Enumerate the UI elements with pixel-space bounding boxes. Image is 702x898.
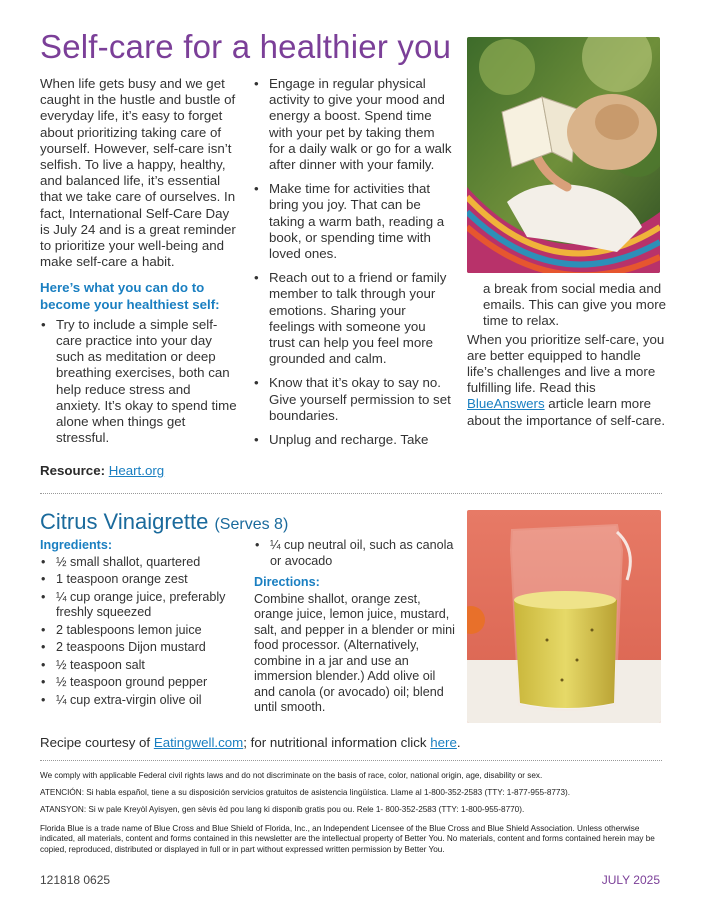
woman-reading-hammock-photo [467, 37, 660, 273]
ingredients-column [40, 538, 250, 710]
tip-item: • Make time for activities that bring you joy. That can be taking a warm bath, reading a book, or spending time with loved ones. [253, 181, 453, 262]
tip-item: • Engage in regular physical activity to give your mood and energy a boost. Spend time with your pet by taking them for a daily walk or go for a walk after dinner with your family. [253, 76, 453, 173]
directions-column [254, 538, 459, 716]
recipe-name: Citrus Vinaigrette [40, 509, 209, 534]
issue-date: JULY 2025 [601, 873, 660, 887]
directions-heading: Directions: [254, 575, 320, 589]
recipe-title [40, 509, 288, 535]
recipe-courtesy [40, 735, 461, 750]
tips-list-part2 [253, 76, 453, 448]
ingredient-item: • ½ teaspoon ground pepper [40, 675, 250, 691]
resource-line [40, 463, 164, 478]
tips-list-part1 [40, 317, 238, 447]
footer-divider [40, 760, 662, 761]
civil-rights-notice: We comply with applicable Federal civil rights laws and do not discriminate on the basis of race, color, national origin, age, disability or sex. [40, 771, 543, 780]
eatingwell-link[interactable]: Eatingwell.com [153, 735, 244, 750]
right-column [467, 281, 667, 429]
ingredient-item: • 2 teaspoons Dijon mustard [40, 640, 250, 656]
ingredients-list [40, 555, 250, 709]
resource-label: Resource: [40, 463, 106, 478]
ingredient-item: • ¼ cup extra-virgin olive oil [40, 693, 250, 709]
ingredient-item: • ½ teaspoon salt [40, 658, 250, 674]
legal-notice: Florida Blue is a trade name of Blue Cross and Blue Shield of Florida, Inc., an Independent Licensee of the Blue Cross and Blue Shield Association. Unless otherwise indicated, all materials, content and forms contained in this newsletter are the intellectual property of Better You. No materials, content and forms contained herein may be copied, reproduced, distributed or displayed in full or in part without expressed written permission by Better You. [40, 824, 655, 854]
ingredient-item: • ¼ cup neutral oil, such as canola or avocado [254, 538, 459, 569]
intro-paragraph: When life gets busy and we get caught in the hustle and bustle of everyday life, it’s easy to forget about prioritizing taking care of yourself. However, self-care isn’t selfish. To live a happy, healthy, and balanced life, it’s essential that we take care of ourselves. In fact, International Self-Care Day is July 24 and is a great reminder to prioritize your well-being and make self-care a habit. [40, 76, 236, 270]
courtesy-text-mid: ; for nutritional information click [243, 735, 431, 750]
closing-paragraph [467, 332, 667, 429]
courtesy-text: Recipe courtesy of [40, 735, 154, 750]
heart-org-link[interactable]: Heart.org [108, 463, 165, 478]
ingredient-item: • ½ small shallot, quartered [40, 555, 250, 571]
tip-item: • Try to include a simple self-care practice into your day such as meditation or deep breathing exercises, both can help reduce stress and anxiety. It’s okay to spend time alone when things get stressful. [40, 317, 238, 447]
tips-subhead: Here’s what you can do to become your healthiest self: [40, 280, 220, 312]
blueanswers-link[interactable]: BlueAnswers [467, 396, 545, 412]
tip-continuation: a break from social media and emails. This can give you more time to relax. [483, 281, 667, 329]
intro-column [40, 76, 238, 454]
recipe-serves: (Serves 8) [214, 516, 289, 533]
tips-column [253, 76, 453, 456]
courtesy-text-end: . [456, 735, 461, 750]
tip-item: • Reach out to a friend or family member to talk through your emotions. Sharing your feelings with someone you trust can help you feel more grounded and calm. [253, 270, 453, 367]
tip-item: • Know that it’s okay to say no. Give yourself permission to set boundaries. [253, 375, 453, 424]
spanish-notice: ATENCIÓN: Si habla español, tiene a su disposición servicios gratuitos de asistencia lingüística. Llame al 1-800-352-2583 (TTY: 1-877-955-8773). [40, 788, 571, 797]
ingredients-heading: Ingredients: [40, 538, 113, 552]
ingredient-item: • 2 tablespoons lemon juice [40, 623, 250, 639]
ingredients-list-cont [254, 538, 459, 569]
directions-text: Combine shallot, orange zest, orange juice, lemon juice, mustard, salt, and pepper in a blender or mini food processor. (Alternatively, combine in a jar and use an immersion blender.) Add olive oil and canola (or avocado) oil; blend until smooth. [254, 591, 455, 714]
closing-text-end: article learn more about the importance of self-care. [467, 396, 666, 428]
section-divider [40, 493, 662, 494]
closing-text: When you prioritize self-care, you are better equipped to handle life’s challenges and live a more fulfilling life. Read this [467, 331, 665, 396]
document-code: 121818 0625 [40, 873, 111, 887]
nutrition-here-link[interactable]: here [430, 735, 457, 750]
creole-notice: ATANSYON: Si w pale Kreyòl Ayisyen, gen sèvis èd pou lang ki disponib gratis pou ou. Rele 1- 800-352-2583 (TTY: 1-800-955-8770). [40, 805, 525, 814]
article-title: Self-care for a healthier you [40, 28, 452, 65]
ingredient-item: • 1 teaspoon orange zest [40, 572, 250, 588]
ingredient-item: • ¼ cup orange juice, preferably freshly squeezed [40, 590, 250, 621]
vinaigrette-jar-photo [467, 510, 661, 723]
tip-item: • Unplug and recharge. Take [253, 432, 453, 448]
